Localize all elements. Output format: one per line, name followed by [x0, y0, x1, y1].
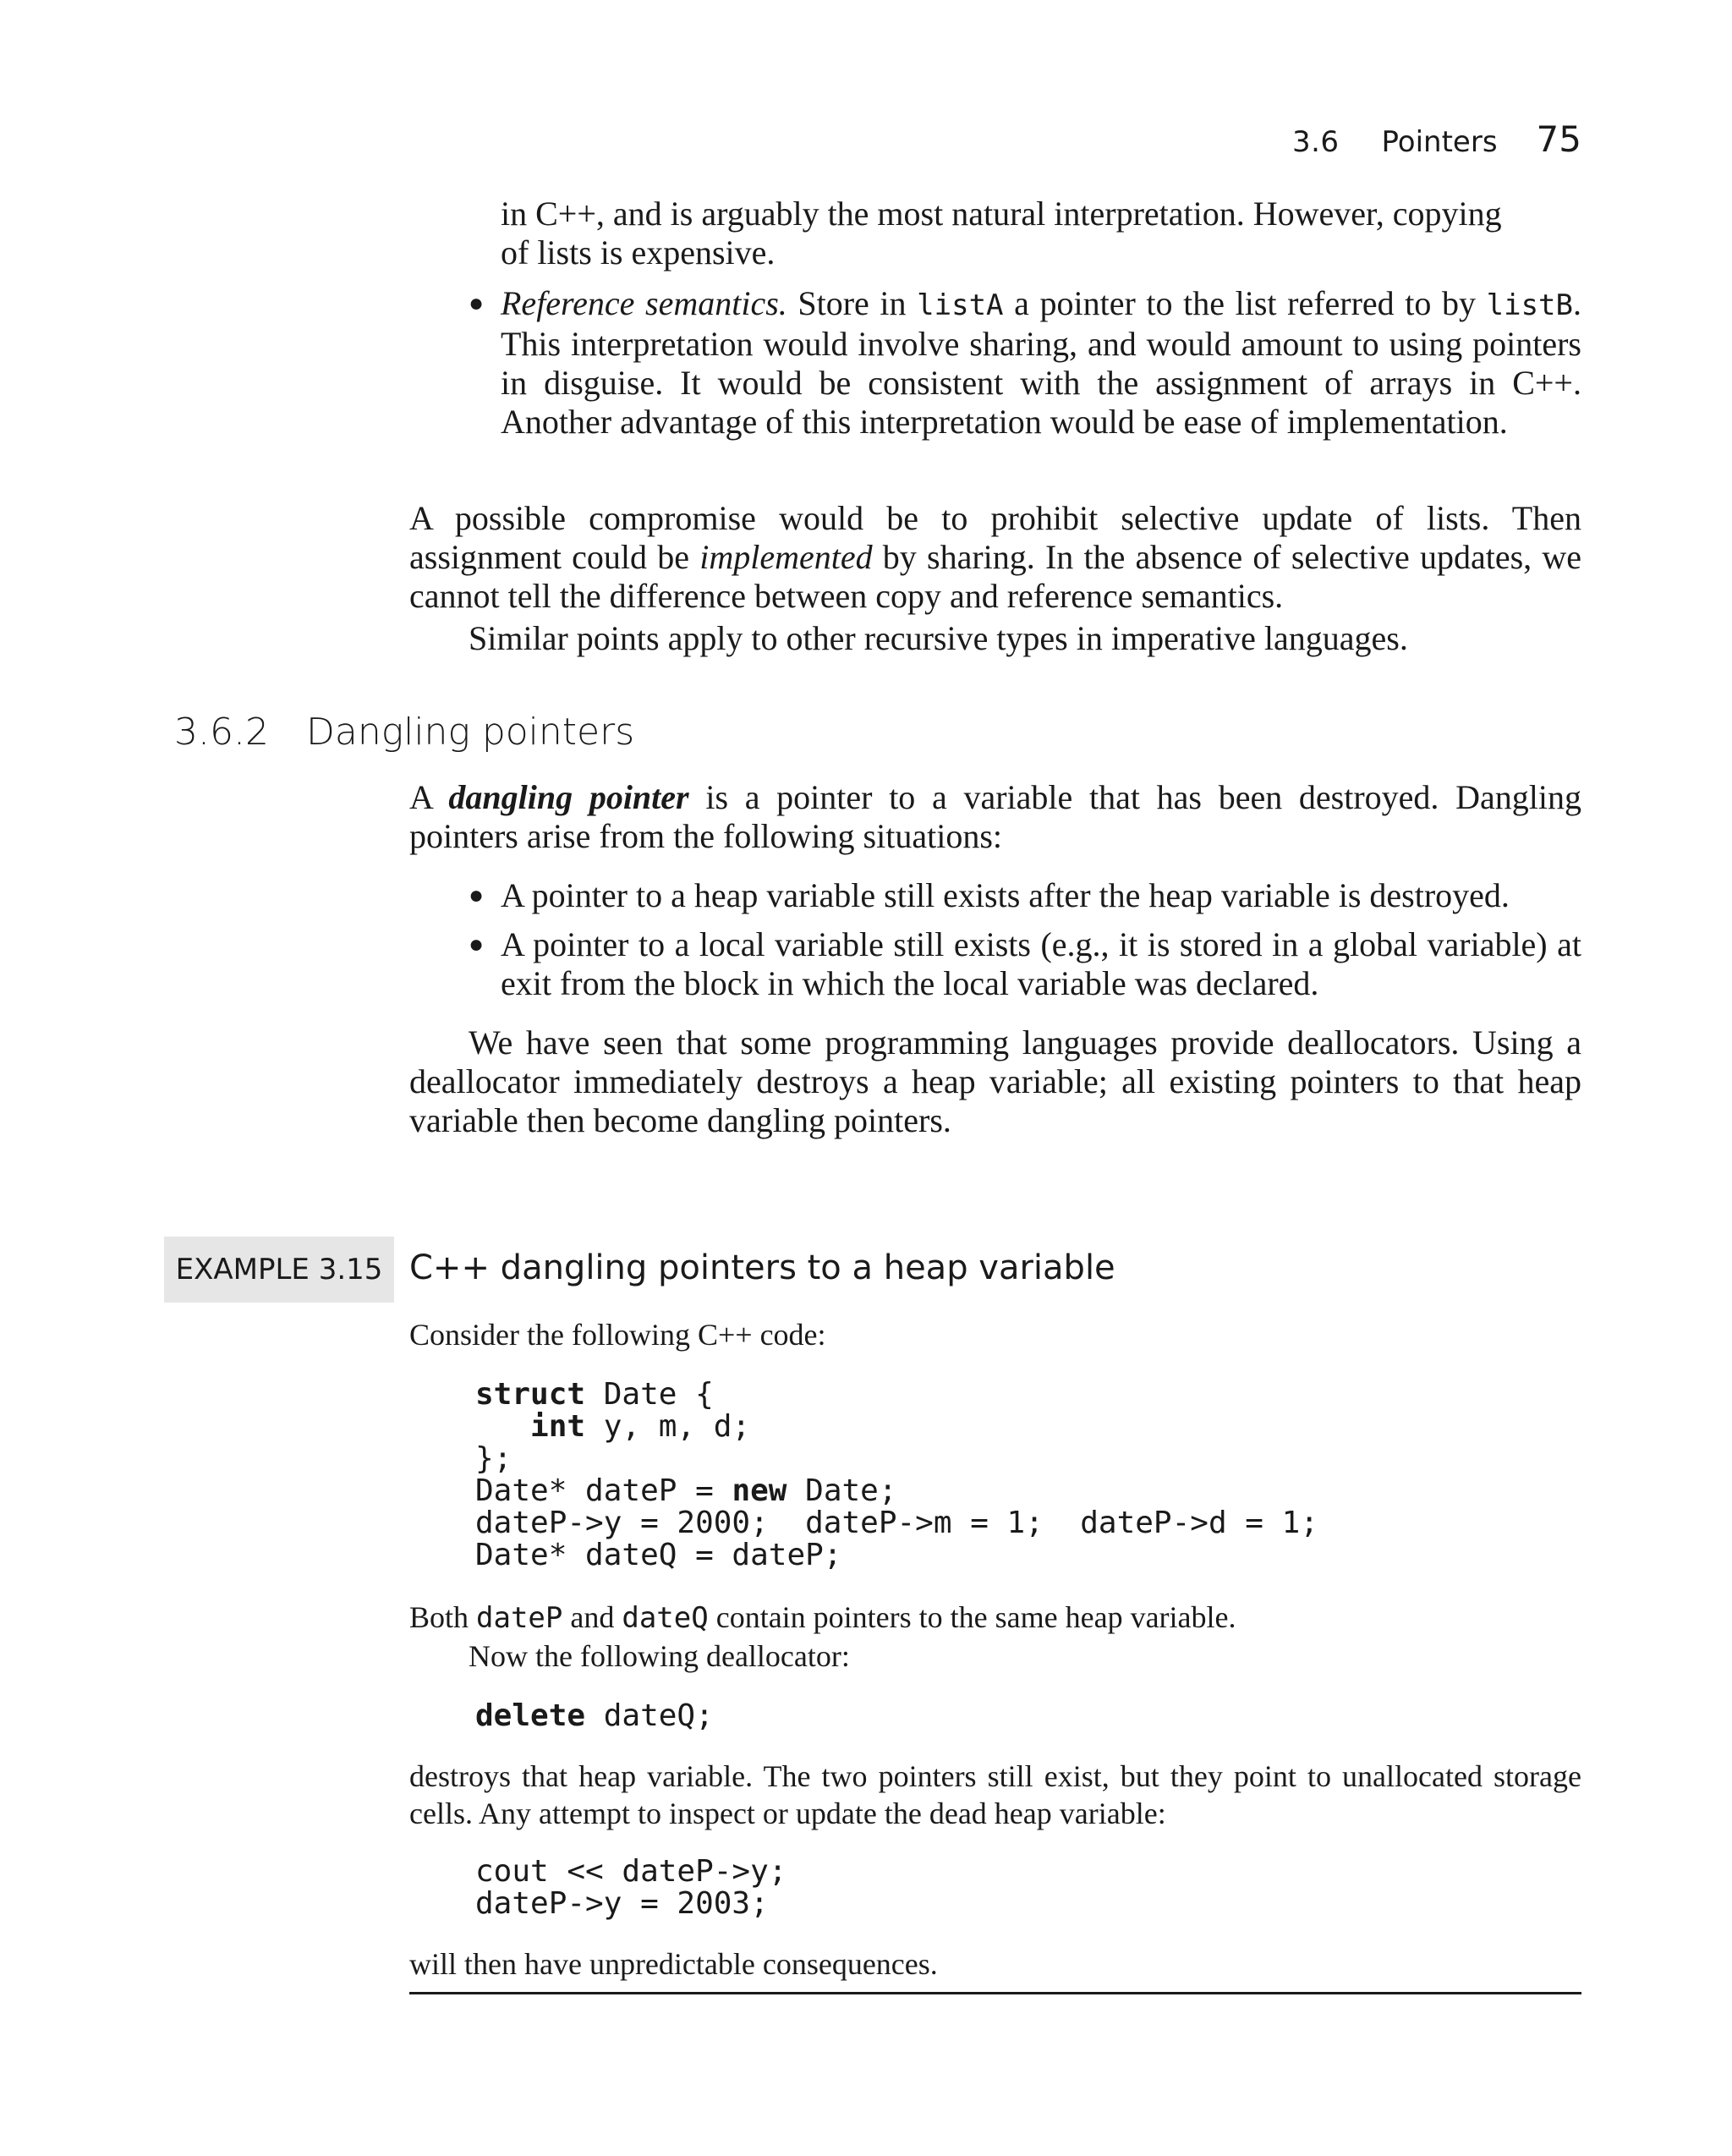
- bullet-heap: [469, 876, 1581, 915]
- paragraph-text: and: [562, 1600, 622, 1634]
- bullet-text: . This interpretation would involve sharing, and would amount to using pointers in disguise. It would be consistent with the assignment of arrays in C++. Another advantage of this interpretation would be ease of implementation.: [501, 284, 1581, 441]
- continuation-line-1: in C++, and is arguably the most natural interpretation. However, copying: [501, 195, 1502, 233]
- paragraph-text: is a pointer to a variable that has been destroyed. Dangling pointers arise from the following situations:: [409, 778, 1582, 855]
- code-text: Date* dateP =: [475, 1473, 732, 1508]
- running-header: [1292, 118, 1581, 161]
- code-line: dateP->y = 2003;: [475, 1886, 769, 1921]
- code-listB: listB: [1486, 288, 1573, 322]
- continuation-line-2: of lists is expensive.: [501, 233, 776, 272]
- code-block-delete: [475, 1700, 714, 1732]
- code-line: dateP->y = 2000; dateP->m = 1; dateP->d = 1;: [475, 1506, 1318, 1540]
- bullet-dot: ●: [469, 289, 485, 317]
- similar-points-paragraph: Similar points apply to other recursive types in imperative languages.: [469, 619, 1408, 657]
- page-number: 75: [1536, 118, 1581, 160]
- bullet-reference-semantics: [469, 284, 1581, 442]
- code-listA: listA: [917, 288, 1004, 322]
- paragraph-text: Both: [409, 1600, 477, 1634]
- both-paragraph: [409, 1599, 1581, 1637]
- bullet-text: A pointer to a heap variable still exists after the heap variable is destroyed.: [501, 876, 1510, 914]
- header-section-name: Pointers: [1381, 125, 1498, 159]
- paragraph-text: by sharing. In the absence of selective updates, we cannot tell the difference between copy and reference semantics.: [409, 538, 1582, 615]
- keyword: int: [530, 1409, 586, 1444]
- compromise-paragraph: [409, 499, 1581, 616]
- closing-paragraph: will then have unpredictable consequences.: [409, 1947, 938, 1981]
- destroys-paragraph: destroys that heap variable. The two pointers still exist, but they point to unallocated storage cells. Any attempt to inspect or update the dead heap variable:: [409, 1759, 1581, 1830]
- keyword: struct: [475, 1377, 586, 1412]
- section-title: Dangling pointers: [305, 710, 635, 754]
- bullet-dot: ●: [469, 881, 485, 909]
- keyword: new: [732, 1473, 787, 1508]
- code-dateQ: dateQ: [622, 1601, 709, 1635]
- bullet-dot: ●: [469, 930, 485, 958]
- now-paragraph: Now the following deallocator:: [469, 1639, 850, 1673]
- deallocator-paragraph: We have seen that some programming languages provide deallocators. Using a deallocator immediately destroys a heap variable; all existing pointers to that heap variable then become dangling pointers.: [409, 1023, 1581, 1139]
- code-block-struct: [475, 1379, 1318, 1572]
- example-title: C++ dangling pointers to a heap variable: [409, 1248, 1115, 1287]
- paragraph-text: A possible compromise would be to prohibit selective update of lists. Then assignment could be: [409, 499, 1581, 576]
- emphasis: implemented: [699, 538, 873, 576]
- example-end-rule: [409, 1992, 1581, 1994]
- section-number: 3.6.2: [174, 710, 269, 754]
- bullet-text: a pointer to the list referred to by: [1003, 284, 1487, 322]
- example-intro: Consider the following C++ code:: [409, 1318, 826, 1352]
- keyword: delete: [475, 1698, 586, 1733]
- code-text: Date;: [787, 1473, 897, 1508]
- code-dateP: dateP: [476, 1601, 563, 1635]
- code-text: dateQ;: [585, 1698, 714, 1733]
- code-text: Date {: [585, 1377, 714, 1412]
- code-line: cout << dateP->y;: [475, 1854, 787, 1889]
- continuation-text: [501, 195, 1581, 272]
- code-text: y, m, d;: [585, 1409, 751, 1444]
- paragraph-text: A: [409, 778, 449, 816]
- paragraph-text: contain pointers to the same heap variable.: [708, 1600, 1236, 1634]
- bullet-text: Store in: [787, 284, 918, 322]
- definition-paragraph: [409, 778, 1581, 856]
- section-heading: [174, 710, 634, 754]
- code-line: Date* dateQ = dateP;: [475, 1538, 842, 1572]
- code-block-inspect: [475, 1856, 787, 1920]
- example-label: EXAMPLE 3.15: [164, 1237, 394, 1303]
- code-line: };: [475, 1441, 512, 1476]
- header-section-number: 3.6: [1291, 125, 1340, 159]
- defined-term: dangling pointer: [448, 778, 689, 816]
- bullet-text: A pointer to a local variable still exists (e.g., it is stored in a global variable) at exit from the block in which the local variable was declared.: [501, 925, 1581, 1002]
- bullet-term: Reference semantics.: [501, 284, 787, 322]
- bullet-local: [469, 925, 1581, 1003]
